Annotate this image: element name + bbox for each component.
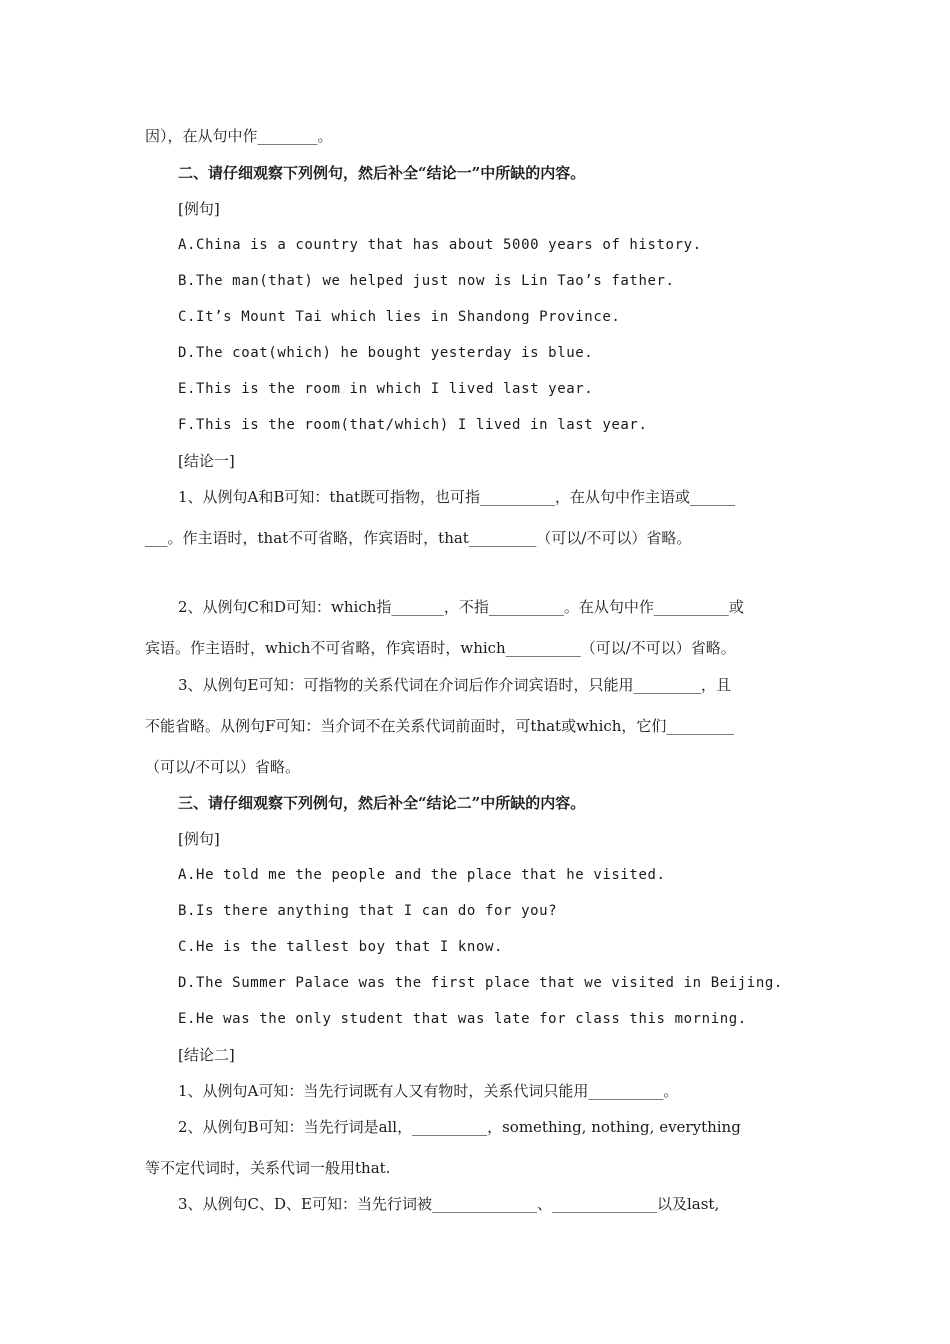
example-sentence-a2: A.He told me the people and the place that he visited. — [178, 867, 666, 883]
example-sentence-d: D.The coat(which) he bought yesterday is blue. — [178, 345, 594, 361]
conclusion-two-item-1: 1、从例句A可知：当先行词既有人又有物时，关系代词只能用__________。 — [178, 1082, 679, 1100]
conclusion-two-item-2: 2、从例句B可知：当先行词是all，__________，something, nothing, everything — [178, 1118, 741, 1136]
conclusion-one-item-1-cont: ___。作主语时，that不可省略，作宾语时，that_________（可以/不可以）省略。 — [145, 529, 692, 547]
conclusion-two-item-3: 3、从例句C、D、E可知：当先行词被______________、______________以及last, — [178, 1195, 720, 1213]
conclusion-one-item-2: 2、从例句C和D可知：which指_______，不指__________。在从句中作__________或 — [178, 598, 744, 616]
conclusion-one-item-3: 3、从例句E可知：可指物的关系代词在介词后作介词宾语时，只能用_________，且 — [178, 676, 731, 694]
conclusion-one-item-2-cont: 宾语。作主语时，which不可省略，作宾语时，which__________（可以/不可以）省略。 — [145, 639, 736, 657]
example-sentence-e2: E.He was the only student that was late for class this morning. — [178, 1011, 747, 1027]
example-sentence-a: A.China is a country that has about 5000 years of history. — [178, 237, 702, 253]
text-line-continuation: 因），在从句中作________。 — [145, 127, 333, 145]
section-three-heading: 三、请仔细观察下列例句，然后补全“结论二”中所缺的内容。 — [178, 794, 586, 812]
section-two-heading: 二、请仔细观察下列例句，然后补全“结论一”中所缺的内容。 — [178, 164, 586, 182]
examples-label-2: [例句] — [178, 830, 220, 848]
example-sentence-b: B.The man(that) we helped just now is Lin Tao’s father. — [178, 273, 675, 289]
conclusion-one-item-1: 1、从例句A和B可知：that既可指物，也可指__________，在从句中作主语或______ — [178, 488, 736, 506]
example-sentence-b2: B.Is there anything that I can do for you? — [178, 903, 558, 919]
examples-label: [例句] — [178, 200, 220, 218]
example-sentence-d2: D.The Summer Palace was the first place that we visited in Beijing. — [178, 975, 783, 991]
conclusion-one-label: [结论一] — [178, 452, 235, 470]
example-sentence-e: E.This is the room in which I lived last year. — [178, 381, 594, 397]
conclusion-two-label: [结论二] — [178, 1046, 235, 1064]
example-sentence-f: F.This is the room(that/which) I lived in last year. — [178, 417, 648, 433]
conclusion-one-item-3-cont: 不能省略。从例句F可知：当介词不在关系代词前面时，可that或which，它们_________ — [145, 717, 734, 735]
example-sentence-c2: C.He is the tallest boy that I know. — [178, 939, 504, 955]
conclusion-two-item-2-cont: 等不定代词时，关系代词一般用that. — [145, 1159, 391, 1177]
example-sentence-c: C.It’s Mount Tai which lies in Shandong Province. — [178, 309, 621, 325]
conclusion-one-item-3-end: （可以/不可以）省略。 — [145, 758, 301, 776]
